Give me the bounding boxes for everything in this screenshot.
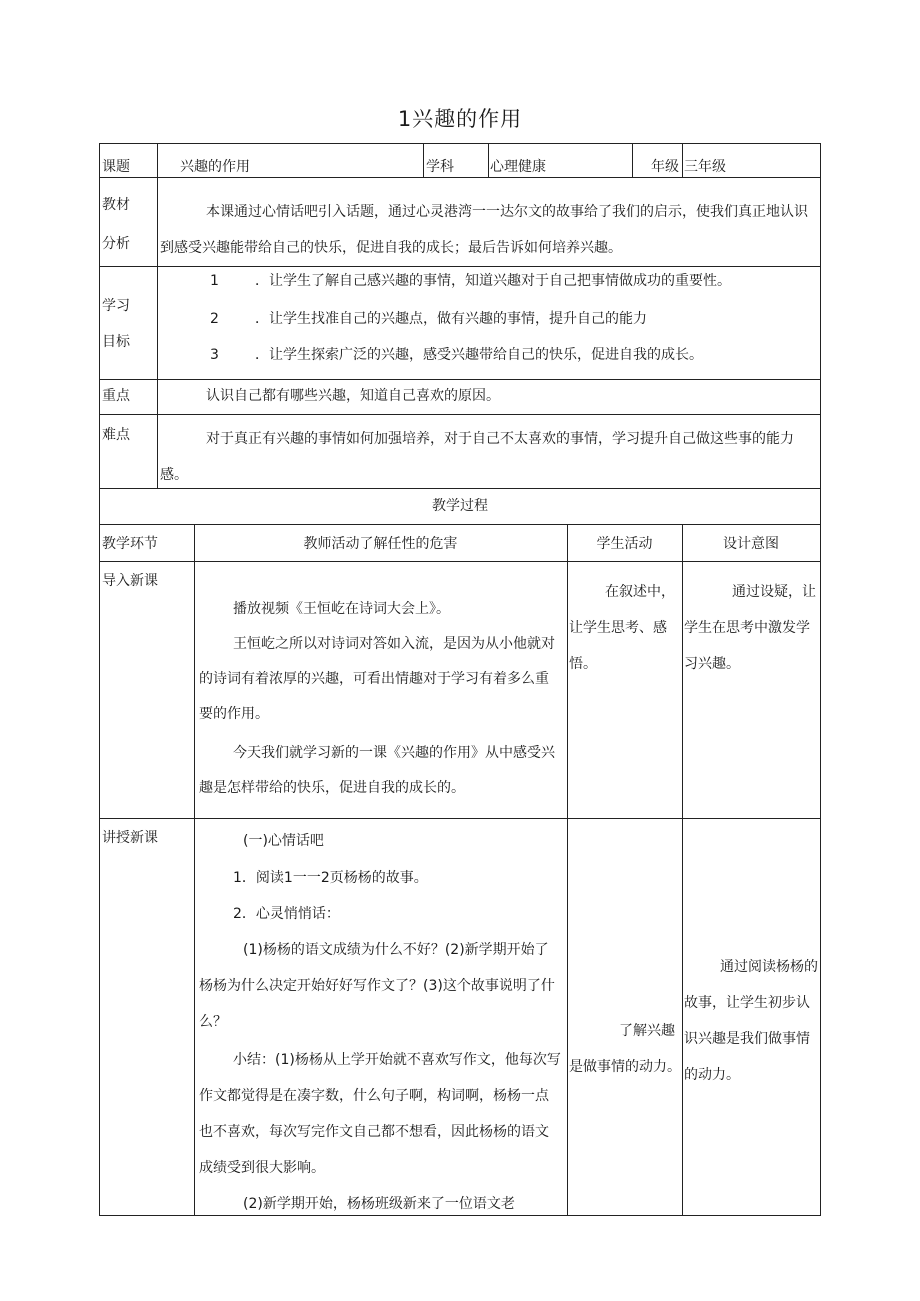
grade-value: 三年级 [684,159,726,175]
subject-label: 学科 [426,159,454,175]
intro-student-activity: 在叙述中，让学生思考、感悟。 [569,584,675,672]
analysis-text: 本课通过心情话吧引入话题，通过心灵港湾一一达尔文的故事给了我们的启示，使我们真正地认识到感受兴趣能带给自己的快乐，促进自我的成长；最后告诉如何培养兴趣。 [160,204,808,256]
column-divider [682,143,683,177]
analysis-label-1: 教材 [102,197,130,213]
table-border-bottom [99,1215,821,1216]
col-header-student: 学生活动 [596,536,653,552]
difficulty-text: 对于真正有兴趣的事情如何加强培养，对于自己不太喜欢的事情，学习提升自己做这些事的能力感。 [160,431,794,483]
intro-teacher-para: 今天我们就学习新的一课《兴趣的作用》从中感受兴趣是怎样带给的快乐，促进自我的成长的。 [199,745,555,796]
analysis-label-2: 分析 [102,236,130,252]
table-border-top [99,143,821,144]
intro-design-intent: 通过设疑，让学生在思考中激发学习兴趣。 [684,584,816,672]
stage-intro: 导入新课 [102,573,158,589]
row-divider [99,561,821,562]
column-divider [423,143,424,177]
column-divider [157,143,158,177]
intro-teacher-para: 播放视频《王恒屹在诗词大会上》。 [233,601,450,617]
key-point-text: 认识自己都有哪些兴趣，知道自己喜欢的原因。 [206,388,500,404]
objective-item: ．让学生探索广泛的兴趣，感受兴趣带给自己的快乐，促进自我的成长。 [255,347,703,363]
grade-label: 年级 [651,159,679,175]
difficulty-label: 难点 [102,427,130,443]
column-divider [682,524,683,1216]
column-divider [194,524,195,1216]
objectives-label-2: 目标 [102,334,130,350]
row-divider [99,379,821,380]
lecture-teacher-para: 1．阅读1一一2页杨杨的故事。 [233,870,428,886]
objective-number: 2 [210,311,219,327]
objective-item: ．让学生了解自己感兴趣的事情，知道兴趣对于自己把事情做成功的重要性。 [255,273,731,289]
objectives-label-1: 学习 [102,298,130,314]
row-divider [99,266,821,267]
row-divider [99,818,821,819]
subject-value: 心理健康 [490,159,546,175]
column-divider [567,524,568,1216]
lecture-student-activity: 了解兴趣是做事情的动力。 [569,1023,681,1075]
col-header-design: 设计意图 [723,536,779,552]
process-heading: 教学过程 [432,498,488,514]
lecture-teacher-para: 2．心灵悄悄话： [233,906,340,922]
table-border-left [99,143,100,1216]
table-border-right [820,143,821,1216]
page-title: 1兴趣的作用 [397,107,523,131]
course-topic: 兴趣的作用 [180,159,250,175]
column-divider [632,143,633,177]
row-divider [99,414,821,415]
lecture-teacher-para: (一)心情话吧 [243,833,324,849]
lecture-design-intent: 通过阅读杨杨的故事，让学生初步认识兴趣是我们做事情的动力。 [684,959,818,1083]
col-header-teacher: 教师活动了解任性的危害 [303,536,458,552]
key-point-label: 重点 [102,388,130,404]
lecture-teacher-para: (1)杨杨的语文成绩为什么不好？(2)新学期开始了杨杨为什么决定开始好好写作文了？(3)这个故事说明了什么？ [199,942,555,1030]
row-divider [99,177,821,178]
stage-lecture: 讲授新课 [102,830,158,846]
objective-number: 1 [210,273,219,289]
intro-teacher-para: 王恒屹之所以对诗词对答如入流，是因为从小他就对的诗词有着浓厚的兴趣，可看出情趣对于学习有着多么重要的作用。 [199,636,555,722]
column-divider [157,177,158,488]
col-header-stage: 教学环节 [102,536,158,552]
course-label: 课题 [102,159,130,175]
row-divider [99,524,821,525]
column-divider [488,143,489,177]
lecture-teacher-summary: 小结：(1)杨杨从上学开始就不喜欢写作文，他每次写作文都觉得是在凑字数，什么句子啊，构词啊，杨杨一点也不喜欢，每次写完作文自己都不想看，因此杨杨的语文成绩受到很大影响。 [199,1052,561,1176]
objective-item: ．让学生找准自己的兴趣点，做有兴趣的事情，提升自己的能力 [255,311,647,327]
objective-number: 3 [210,347,219,363]
lecture-teacher-para: (2)新学期开始，杨杨班级新来了一位语文老 [243,1196,515,1212]
